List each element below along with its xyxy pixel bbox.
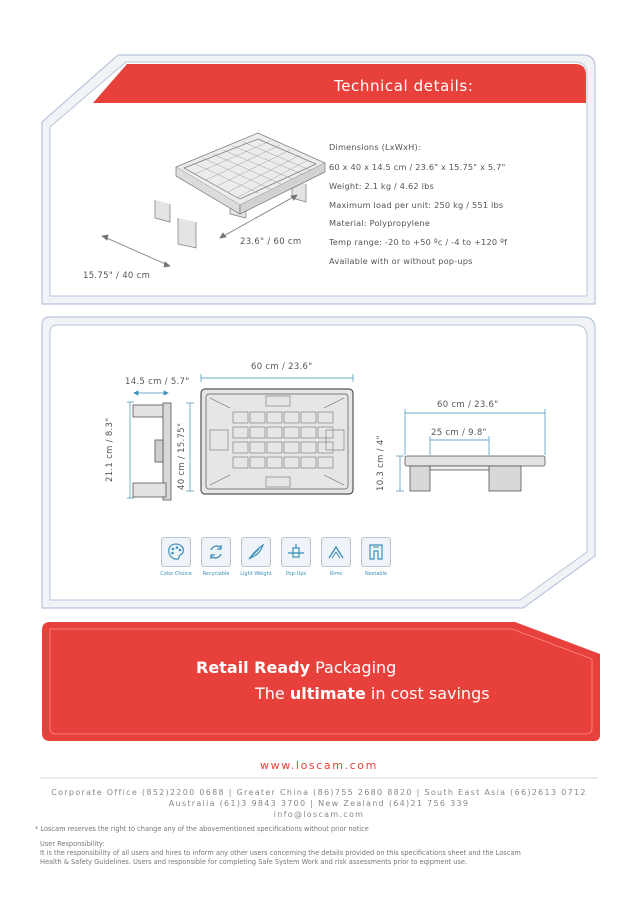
banner-headline: [196, 658, 396, 677]
recycle-icon: [201, 537, 231, 567]
responsibility-line-1: It is the responsibility of all users and hires to inform any other users concerning the details provided on this specifications sheet and the Loscam: [40, 849, 521, 857]
pop-up-icon: [281, 537, 311, 567]
feature-label-pop-ups: Pop-Ups: [285, 571, 307, 577]
spec-temp-range: Temp range: -20 to +50 ºc / -4 to +120 ºf: [329, 237, 508, 247]
website-link[interactable]: www.loscam.com: [260, 759, 378, 772]
banner-tagline-post: in cost savings: [365, 684, 490, 703]
top-length-label: 60 cm / 23.6": [251, 362, 313, 372]
rims-icon: [321, 537, 351, 567]
front-length-label: 60 cm / 23.6": [437, 400, 499, 410]
palette-icon: [161, 537, 191, 567]
responsibility-line-2: Health & Safety Guidelines. Users and responsible for completing Safe System Work and risk assessments prior to eqipment use.: [40, 858, 468, 866]
front-inner-label: 25 cm / 9.8": [431, 428, 487, 438]
responsibility-title: User Responsibility:: [40, 840, 105, 848]
top-width-label: 40 cm / 15.75": [177, 422, 187, 490]
spec-popups: Available with or without pop-ups: [329, 256, 473, 266]
spec-dimensions-value: 60 x 40 x 14.5 cm / 23.6" x 15.75" x 5.7": [329, 162, 506, 172]
iso-length-label: 23.6" / 60 cm: [240, 237, 302, 247]
spec-dimensions-heading: Dimensions (LxWxH):: [329, 142, 421, 152]
spec-weight: Weight: 2.1 kg / 4.62 lbs: [329, 181, 434, 191]
nestable-icon: [361, 537, 391, 567]
feature-label-light-weight: Light Weight: [240, 571, 272, 577]
spec-material: Material: Polypropylene: [329, 218, 430, 228]
technical-title: Technical details:: [334, 77, 474, 95]
feature-label-nestable: Nestable: [364, 571, 388, 577]
side-width-label: 14.5 cm / 5.7": [125, 377, 190, 387]
feature-label-color-choice: Color Choice: [160, 571, 192, 577]
banner-headline-rest: Packaging: [310, 658, 397, 677]
front-height-label: 10.3 cm / 4": [376, 435, 386, 491]
offices-line-1: Corporate Office (852)2200 0688 | Greater China (86)755 2680 8820 | South East Asia (66)2613 0712: [51, 788, 587, 797]
banner-headline-bold: Retail Ready: [196, 658, 311, 677]
iso-width-label: 15.75" / 40 cm: [83, 271, 151, 281]
feather-icon: [241, 537, 271, 567]
offices-line-2: Australia (61)3 9843 3700 | New Zealand (64)21 756 339: [168, 799, 470, 808]
banner-tagline: [255, 684, 490, 703]
banner-tagline-pre: The: [255, 684, 290, 703]
email-link[interactable]: info@loscam.com: [273, 810, 365, 819]
disclaimer: * Loscam reserves the right to change any of the abovementioned specifications without prior notice: [35, 825, 369, 833]
spec-max-load: Maximum load per unit: 250 kg / 551 lbs: [329, 200, 504, 210]
side-height-label: 21.1 cm / 8.3": [105, 417, 115, 482]
feature-label-recyclable: Recyclable: [202, 571, 230, 577]
feature-label-rims: Rims: [329, 571, 343, 577]
banner-tagline-bold: ultimate: [289, 684, 366, 703]
